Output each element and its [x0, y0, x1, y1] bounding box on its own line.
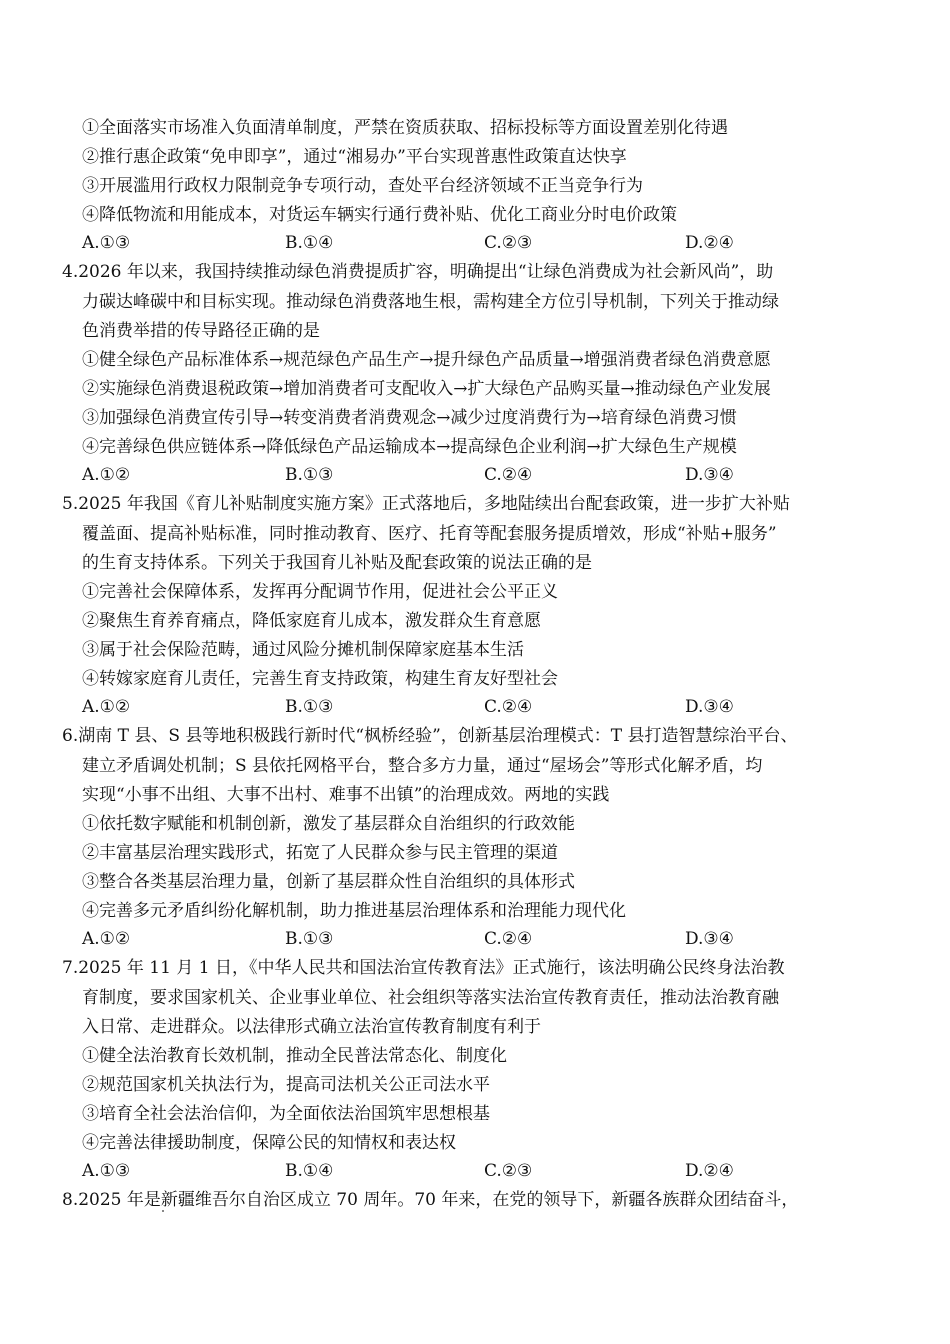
q3-option-b[interactable]: B.①④ [285, 233, 334, 253]
q7-option-b[interactable]: B.①④ [285, 1161, 334, 1181]
q6-stem-1: 6.湖南 T 县、S 县等地积极践行新时代“枫桥经验”，创新基层治理模式：T 县打造智慧综治平台、 [62, 726, 798, 746]
q3-item-2: ②推行惠企政策“免申即享”，通过“湘易办”平台实现普惠性政策直达快享 [82, 147, 627, 167]
q5-stem-1: 5.2025 年我国《育儿补贴制度实施方案》正式落地后，多地陆续出台配套政策，进一步扩大补贴 [62, 494, 790, 514]
q4-option-a[interactable]: A.①② [82, 465, 131, 485]
q6-stem-2: 建立矛盾调处机制；S 县依托网格平台，整合多方力量，通过“屋场会”等形式化解矛盾，均 [82, 756, 763, 776]
q6-item-3: ③整合各类基层治理力量，创新了基层群众性自治组织的具体形式 [82, 872, 575, 892]
q6-options [82, 926, 902, 952]
q4-item-4: ④完善绿色供应链体系→降低绿色产品运输成本→提高绿色企业利润→扩大绿色生产规模 [82, 437, 737, 457]
q3-item-3: ③开展滥用行政权力限制竞争专项行动，查处平台经济领域不正当竞争行为 [82, 176, 643, 196]
q7-stem-3: 入日常、走进群众。以法律形式确立法治宣传教育制度有利于 [82, 1017, 541, 1037]
q6-option-d[interactable]: D.③④ [685, 929, 734, 949]
q4-options [82, 462, 902, 488]
q3-option-a[interactable]: A.①③ [82, 233, 131, 253]
q6-item-4: ④完善多元矛盾纠纷化解机制，助力推进基层治理体系和治理能力现代化 [82, 901, 626, 921]
q6-item-2: ②丰富基层治理实践形式，拓宽了人民群众参与民主管理的渠道 [82, 843, 558, 863]
q3-options [82, 230, 902, 256]
q5-item-1: ①完善社会保障体系，发挥再分配调节作用，促进社会公平正义 [82, 582, 558, 602]
scan-dot [162, 1210, 164, 1212]
q4-stem-3: 色消费举措的传导路径正确的是 [82, 321, 320, 341]
q4-option-d[interactable]: D.③④ [685, 465, 734, 485]
q7-item-1: ①健全法治教育长效机制，推动全民普法常态化、制度化 [82, 1046, 507, 1066]
q4-item-3: ③加强绿色消费宣传引导→转变消费者消费观念→减少过度消费行为→培育绿色消费习惯 [82, 408, 737, 428]
q4-item-1: ①健全绿色产品标准体系→规范绿色产品生产→提升绿色产品质量→增强消费者绿色消费意愿 [82, 350, 771, 370]
q7-item-4: ④完善法律援助制度，保障公民的知情权和表达权 [82, 1133, 456, 1153]
q5-stem-2: 覆盖面、提高补贴标准，同时推动教育、医疗、托育等配套服务提质增效，形成“补贴+服务” [82, 524, 777, 544]
q7-option-d[interactable]: D.②④ [685, 1161, 734, 1181]
q6-option-a[interactable]: A.①② [82, 929, 131, 949]
q7-option-c[interactable]: C.②③ [484, 1161, 533, 1181]
q4-option-c[interactable]: C.②④ [484, 465, 533, 485]
q3-option-c[interactable]: C.②③ [484, 233, 533, 253]
q5-options [82, 694, 902, 720]
q8-stem-1: 8.2025 年是新疆维吾尔自治区成立 70 周年。70 年来，在党的领导下，新疆各族群众团结奋斗， [62, 1190, 799, 1210]
q7-stem-1: 7.2025 年 11 月 1 日，《中华人民共和国法治宣传教育法》正式施行，该法明确公民终身法治教 [62, 958, 785, 978]
q6-item-1: ①依托数字赋能和机制创新，激发了基层群众自治组织的行政效能 [82, 814, 575, 834]
q7-options [82, 1158, 902, 1184]
q5-option-a[interactable]: A.①② [82, 697, 131, 717]
q6-option-b[interactable]: B.①③ [285, 929, 334, 949]
q5-option-c[interactable]: C.②④ [484, 697, 533, 717]
q5-item-3: ③属于社会保险范畴，通过风险分摊机制保障家庭基本生活 [82, 640, 524, 660]
q5-stem-3: 的生育支持体系。下列关于我国育儿补贴及配套政策的说法正确的是 [82, 553, 592, 573]
q4-stem-2: 力碳达峰碳中和目标实现。推动绿色消费落地生根，需构建全方位引导机制，下列关于推动绿 [82, 292, 779, 312]
q6-stem-3: 实现“小事不出组、大事不出村、难事不出镇”的治理成效。两地的实践 [82, 785, 610, 805]
q4-stem-1: 4.2026 年以来，我国持续推动绿色消费提质扩容，明确提出“让绿色消费成为社会新风尚”，助 [62, 262, 774, 282]
q7-item-3: ③培育全社会法治信仰，为全面依法治国筑牢思想根基 [82, 1104, 490, 1124]
q3-option-d[interactable]: D.②④ [685, 233, 734, 253]
q7-stem-2: 育制度，要求国家机关、企业事业单位、社会组织等落实法治宣传教育责任，推动法治教育融 [82, 988, 779, 1008]
q4-option-b[interactable]: B.①③ [285, 465, 334, 485]
q6-option-c[interactable]: C.②④ [484, 929, 533, 949]
q3-item-4: ④降低物流和用能成本，对货运车辆实行通行费补贴、优化工商业分时电价政策 [82, 205, 677, 225]
q5-option-d[interactable]: D.③④ [685, 697, 734, 717]
q5-option-b[interactable]: B.①③ [285, 697, 334, 717]
q4-item-2: ②实施绿色消费退税政策→增加消费者可支配收入→扩大绿色产品购买量→推动绿色产业发展 [82, 379, 771, 399]
q5-item-4: ④转嫁家庭育儿责任，完善生育支持政策，构建生育友好型社会 [82, 669, 558, 689]
q5-item-2: ②聚焦生育养育痛点，降低家庭育儿成本，激发群众生育意愿 [82, 611, 541, 631]
q7-option-a[interactable]: A.①③ [82, 1161, 131, 1181]
q7-item-2: ②规范国家机关执法行为，提高司法机关公正司法水平 [82, 1075, 490, 1095]
q3-item-1: ①全面落实市场准入负面清单制度，严禁在资质获取、招标投标等方面设置差别化待遇 [82, 118, 728, 138]
